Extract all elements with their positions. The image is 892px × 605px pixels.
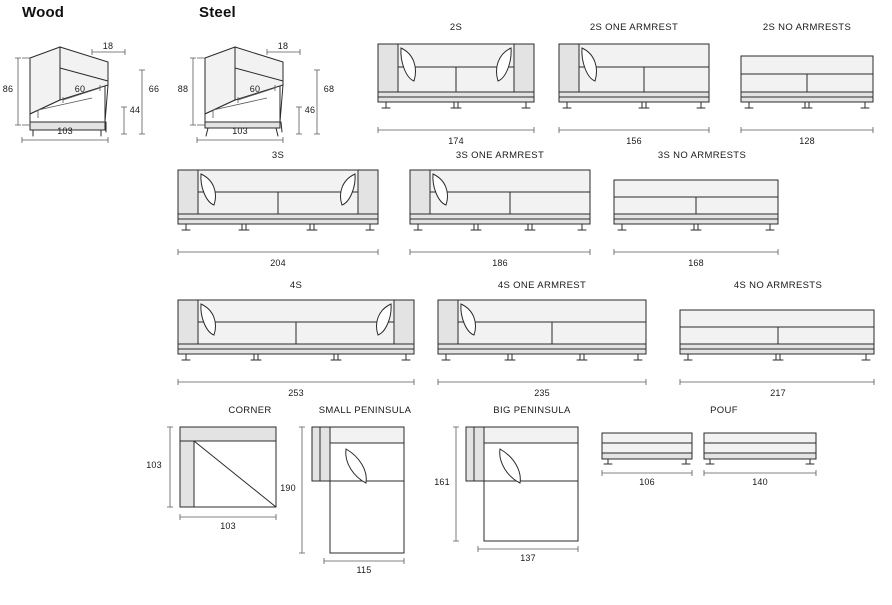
module-big-peninsula-depth-dim [432, 419, 612, 559]
steel-dim-seat-height: 46 [304, 105, 316, 115]
module-corner-label: CORNER [228, 405, 272, 416]
module-pouf-small-width: 106 [639, 477, 655, 487]
module-small-peninsula-width: 115 [356, 565, 372, 575]
sofa-3s-svg [170, 162, 386, 246]
module-pouf-large-svg [696, 427, 826, 471]
module-small-peninsula-label: SMALL PENINSULA [318, 405, 412, 416]
sofa-4s-one-armrest-width: 235 [534, 388, 550, 398]
steel-armchair-dimensions [175, 22, 350, 142]
steel-armchair-drawing [175, 22, 350, 142]
sofa-2s-no-armrests-width: 128 [799, 136, 815, 146]
sofa-2s-no-armrests-label: 2S NO ARMRESTS [762, 22, 852, 33]
wood-dim-width: 103 [57, 126, 73, 136]
sofa-2s-one-armrest-svg [551, 34, 717, 124]
sofa-2s-svg [368, 34, 544, 124]
sofa-3s-no-armrests-width: 168 [688, 258, 704, 268]
wood-armchair-drawing [0, 22, 175, 142]
module-corner-width: 103 [220, 521, 236, 531]
sofa-4s-no-armrests-label: 4S NO ARMRESTS [733, 280, 823, 291]
sofa-4s-no-armrests-width: 217 [770, 388, 786, 398]
wood-dim-seat-depth: 18 [102, 41, 114, 51]
sofa-3s-width: 204 [270, 258, 286, 268]
steel-dim-seat-depth: 18 [277, 41, 289, 51]
steel-dim-seat-width: 60 [249, 84, 261, 94]
sofa-4s-svg [170, 292, 422, 376]
sofa-3s-one-armrest-width: 186 [492, 258, 508, 268]
module-pouf-large-width: 140 [752, 477, 768, 487]
sofa-2s-one-armrest-label: 2S ONE ARMREST [589, 22, 679, 33]
sofa-3s-one-armrest-label: 3S ONE ARMREST [455, 150, 545, 161]
module-big-peninsula-width: 137 [520, 553, 536, 563]
module-pouf-small-svg [594, 427, 704, 471]
module-big-peninsula-depth: 161 [434, 477, 450, 487]
wood-armchair-dimensions [0, 22, 175, 142]
sofa-4s-one-armrest-label: 4S ONE ARMREST [497, 280, 587, 291]
sofa-2s-no-armrests-svg [729, 34, 885, 124]
steel-dim-width: 103 [232, 126, 248, 136]
sofa-2s-one-armrest-width: 156 [626, 136, 642, 146]
sofa-3s-label: 3S [271, 150, 285, 161]
wood-dim-seat-width: 60 [74, 84, 86, 94]
module-corner-depth: 103 [146, 460, 162, 470]
heading-steel: Steel [199, 4, 236, 21]
module-pouf-label: POUF [710, 405, 738, 416]
sofa-3s-no-armrests-svg [604, 162, 800, 246]
sofa-4s-one-armrest-svg [430, 292, 654, 376]
module-small-peninsula-depth: 190 [280, 483, 296, 493]
sofa-4s-no-armrests-svg [672, 292, 884, 376]
heading-wood: Wood [22, 4, 65, 21]
wood-dim-seat-height: 44 [129, 105, 141, 115]
steel-dim-total-height: 68 [323, 84, 335, 94]
steel-dim-height: 88 [177, 84, 189, 94]
wood-dim-total-height: 66 [148, 84, 160, 94]
sofa-2s-label: 2S [449, 22, 463, 33]
sofa-4s-label: 4S [289, 280, 303, 291]
module-small-peninsula-depth-dim [280, 419, 440, 569]
sofa-2s-width: 174 [448, 136, 464, 146]
module-big-peninsula-label: BIG PENINSULA [493, 405, 571, 416]
sofa-3s-no-armrests-label: 3S NO ARMRESTS [657, 150, 747, 161]
sofa-3s-one-armrest-svg [402, 162, 598, 246]
sofa-4s-width: 253 [288, 388, 304, 398]
wood-dim-height: 86 [2, 84, 14, 94]
